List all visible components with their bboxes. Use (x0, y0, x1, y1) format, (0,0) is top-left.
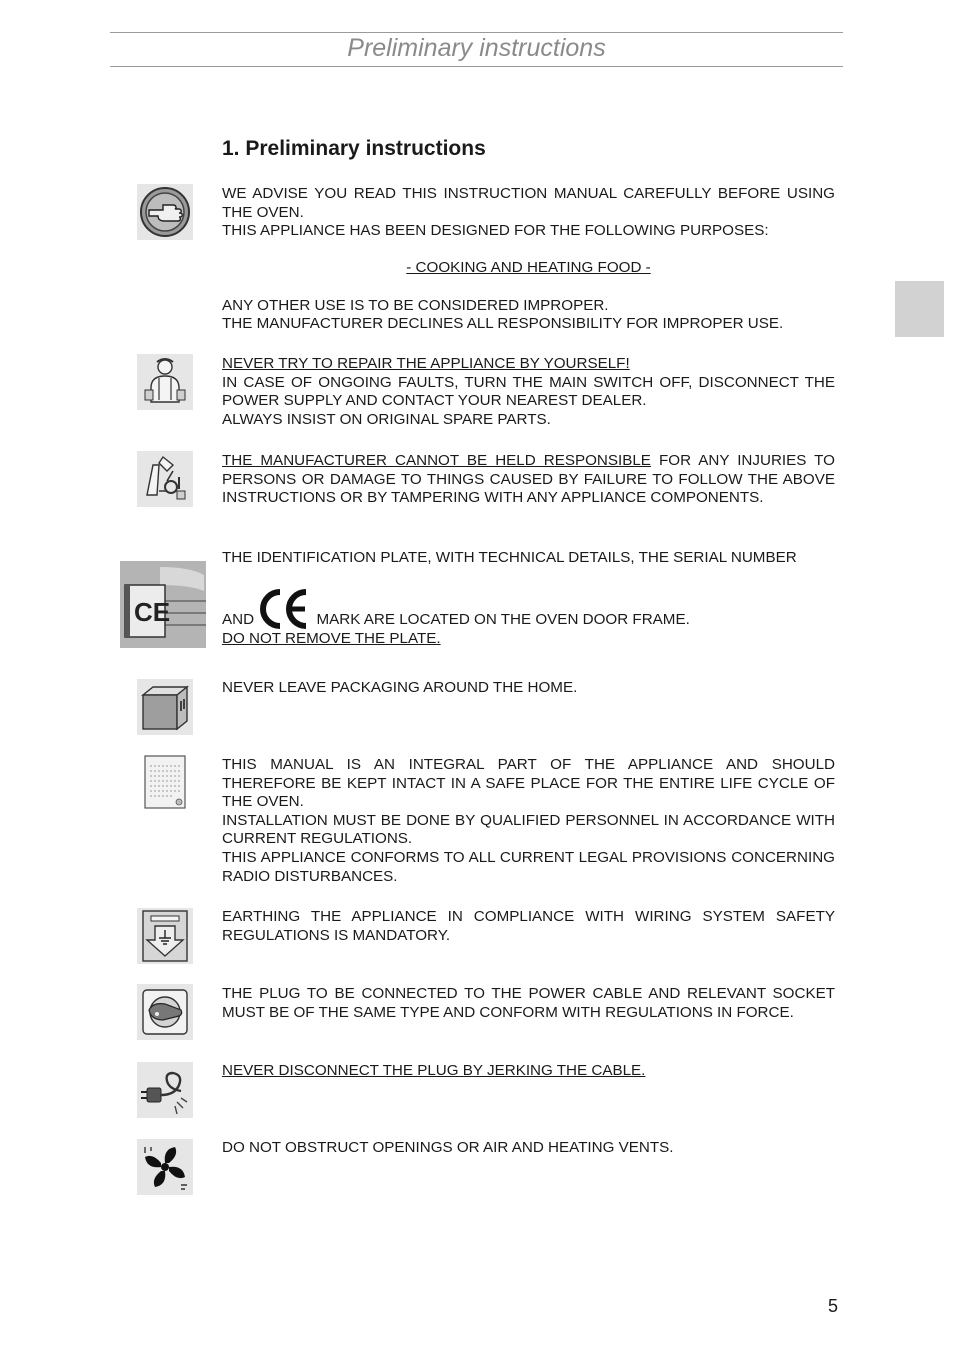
responsible-paragraph (222, 452, 835, 508)
ce-mark-icon (258, 588, 312, 630)
earthing-paragraph (222, 908, 835, 945)
advise-line-1: WE ADVISE YOU READ THIS INSTRUCTION MANUAL CAREFULLY BEFORE USING THE OVEN. (222, 185, 835, 221)
jerk-paragraph (222, 1062, 835, 1081)
plate-warning: DO NOT REMOVE THE PLATE. (222, 629, 441, 647)
ce-plate-icon (120, 561, 206, 648)
packaging-line: NEVER LEAVE PACKAGING AROUND THE HOME. (222, 679, 578, 696)
plug-paragraph (222, 985, 835, 1022)
advise-line-2: THIS APPLIANCE HAS BEEN DESIGNED FOR THE FOLLOWING PURPOSES: (222, 222, 769, 240)
fan-vent-icon (137, 1139, 193, 1195)
repair-line-3: ALWAYS INSIST ON ORIGINAL SPARE PARTS. (222, 410, 551, 428)
plug-socket-icon (137, 984, 193, 1040)
earthing-line: EARTHING THE APPLIANCE IN COMPLIANCE WITH WIRING SYSTEM SAFETY REGULATIONS IS MANDATORY. (222, 908, 835, 944)
packaging-box-icon (137, 679, 193, 735)
earthing-icon (137, 908, 193, 964)
advise-paragraph (222, 185, 835, 334)
manual-document-icon (137, 754, 193, 810)
page-number: 5 (828, 1296, 839, 1316)
advise-line-4: THE MANUFACTURER DECLINES ALL RESPONSIBILITY FOR IMPROPER USE. (222, 315, 784, 333)
repair-paragraph (222, 355, 835, 429)
vents-line: DO NOT OBSTRUCT OPENINGS OR AIR AND HEATING VENTS. (222, 1139, 674, 1156)
purpose-line: - COOKING AND HEATING FOOD - (406, 259, 651, 277)
header-title: Preliminary instructions (347, 34, 606, 62)
responsible-rest: FOR ANY INJURIES TO PERSONS OR DAMAGE TO THINGS CAUSED BY FAILURE TO FOLLOW THE ABOVE INSTRUCTIONS OR BY TAMPERING WITH ANY APPLIANCE COMPONENTS. (222, 452, 835, 507)
manual-line-1: THIS MANUAL IS AN INTEGRAL PART OF THE APPLIANCE AND SHOULD THEREFORE BE KEPT INTACT IN A SAFE PLACE FOR THE ENTIRE LIFE CYCLE OF THE OVEN. (222, 756, 835, 811)
packaging-paragraph (222, 679, 835, 698)
manual-line-3: THIS APPLIANCE CONFORMS TO ALL CURRENT LEGAL PROVISIONS CONCERNING RADIO DISTURBANCES. (222, 848, 835, 885)
plate-paragraph (222, 549, 835, 648)
tampering-icon (137, 451, 193, 507)
plug-line: THE PLUG TO BE CONNECTED TO THE POWER CABLE AND RELEVANT SOCKET MUST BE OF THE SAME TYPE AND CONFORM WITH REGULATIONS IN FORCE. (222, 985, 835, 1021)
side-tab-marker (895, 281, 944, 337)
advise-line-3: ANY OTHER USE IS TO BE CONSIDERED IMPROPER. (222, 296, 609, 314)
responsible-underlined: THE MANUFACTURER CANNOT BE HELD RESPONSIBLE (222, 452, 651, 469)
plate-rest: MARK ARE LOCATED ON THE OVEN DOOR FRAME. (312, 610, 690, 628)
manual-paragraph (222, 756, 835, 886)
repair-line-2: IN CASE OF ONGOING FAULTS, TURN THE MAIN SWITCH OFF, DISCONNECT THE POWER SUPPLY AND CONTACT YOUR NEAREST DEALER. (222, 373, 835, 410)
section-title: 1. Preliminary instructions (222, 137, 486, 160)
vents-paragraph (222, 1139, 835, 1158)
repair-warning: NEVER TRY TO REPAIR THE APPLIANCE BY YOURSELF! (222, 355, 630, 372)
svg-text:CE: CE (134, 597, 171, 627)
header-rule-top (110, 32, 843, 33)
plate-line-1: THE IDENTIFICATION PLATE, WITH TECHNICAL DETAILS, THE SERIAL NUMBER (222, 549, 797, 566)
cable-plug-icon (137, 1062, 193, 1118)
jerk-warning: NEVER DISCONNECT THE PLUG BY JERKING THE CABLE. (222, 1062, 646, 1079)
manual-line-2: INSTALLATION MUST BE DONE BY QUALIFIED PERSONNEL IN ACCORDANCE WITH CURRENT REGULATIONS. (222, 811, 835, 848)
header-rule-bottom (110, 66, 843, 67)
pointing-hand-icon (137, 184, 193, 240)
technician-icon (137, 354, 193, 410)
plate-and: AND (222, 610, 259, 628)
